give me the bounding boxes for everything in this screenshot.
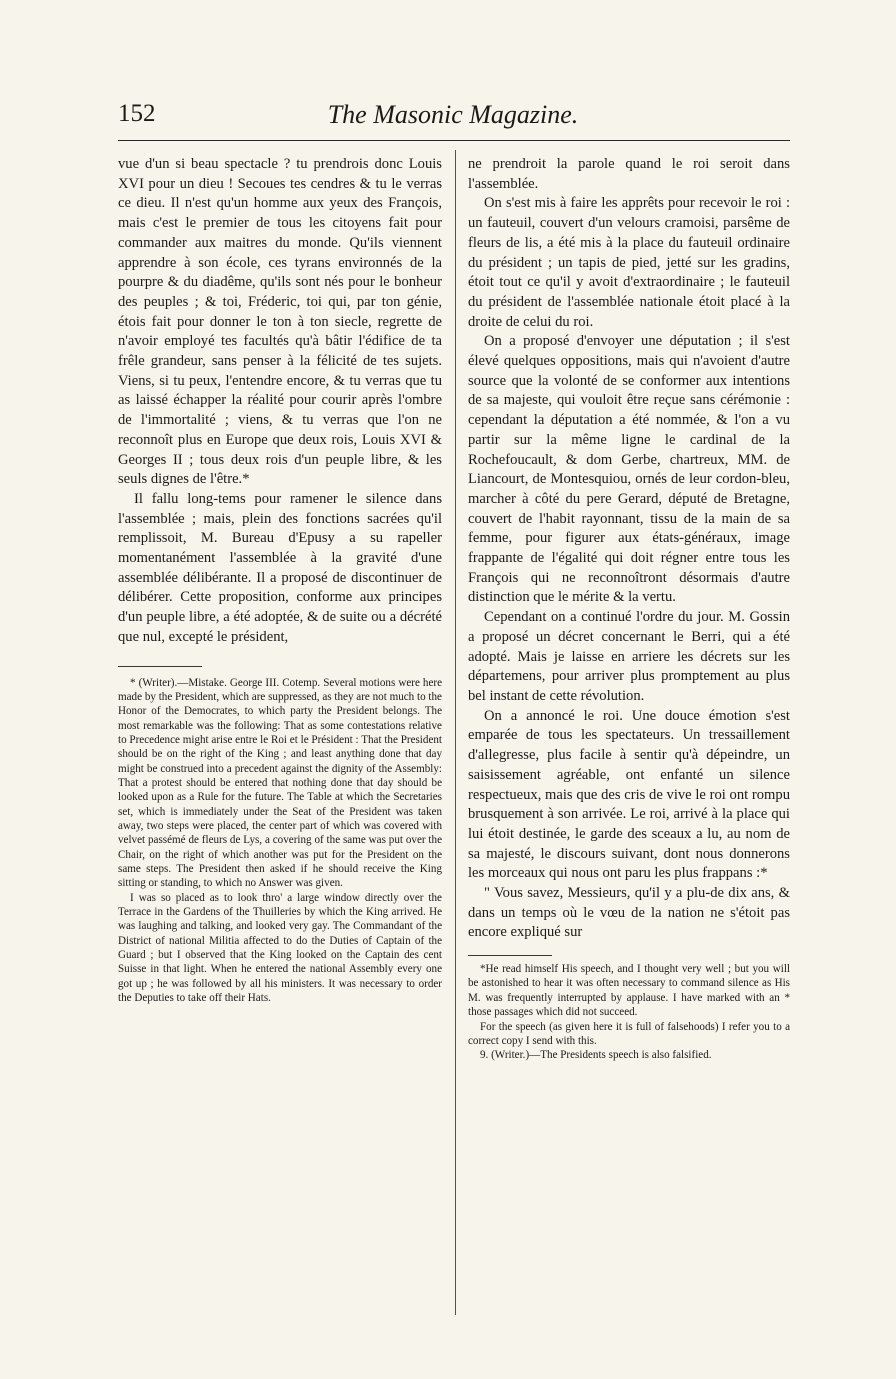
left-column bbox=[118, 155, 442, 1005]
footnote-rule bbox=[468, 955, 552, 956]
footnote: For the speech (as given here it is full of falsehoods) I refer you to a correct copy I send with this. bbox=[468, 1020, 790, 1047]
page-header bbox=[118, 100, 788, 136]
body-paragraph: On a annoncé le roi. Une douce émotion s'est emparée de tous les spectateurs. Un tressaillement d'allegresse, plus facile à sentir qu'à dépeindre, un saisissement agréable, ont enfanté un silence respectueux, mais que des cris de vive le roi ont rompu brusquement à son arrivée. Le roi, arrivé à la place qui lui étoit destinée, le garde des sceaux a lu, au nom de sa majesté, le discours suivant, dont nous donnerons les morceaux qui nous ont paru les plus frappans :* bbox=[468, 707, 790, 882]
body-paragraph: Il fallu long-tems pour ramener le silence dans l'assemblée ; mais, plein des fonctions sacrées qu'il remplissoit, M. Bureau d'Epusy a su rapeller momentanément l'assemblée à la gravité d'une assemblée délibérante. Il a proposé de discontinuer de délibérer. Cette proposition, conforme aux principes d'un peuple libre, a été adoptée, & de suite ou a décrété que nul, excepté le président, bbox=[118, 490, 442, 645]
footnote: * (Writer).—Mistake. George III. Cotemp. Several motions were here made by the President, which are suppressed, as they are not much to the Honor of the Democrates, to which party the President belongs. The most remarkable was the following: That as some contestations relative to Precedence might arise entre le Roi et le Président : That the President should be on the right of the King ; and least anything done that day might be construed into a precedent against the dignity of the Assembly: That a protest should be entered that nothing done that day should be looked upon as a Rule for the future. The Table at which the Secretaries set, which is immediately under the Seat of the President was taken away, two steps were placed, the center part of which was covered with velvet passémé de fleurs de Lys, a covering of the same was put over the Chair, on the right of which another was put for the President on the same steps. The President then asked if he should receive the King sitting or standing, to which no Answer was given. bbox=[118, 676, 442, 890]
body-paragraph: On s'est mis à faire les apprêts pour recevoir le roi : un fauteuil, couvert d'un velours cramoisi, parsême de fleurs de lis, a été mis à la place du fauteuil ordinaire du président ; un tapis de pied, jetté sur les gradins, étoit tout ce qu'il y avoit d'extraordinaire ; le fauteuil du président de l'assemblée nationale étoit placé à la droite de celui du roi. bbox=[468, 195, 790, 330]
body-paragraph: vue d'un si beau spectacle ? tu prendrois donc Louis XVI pour un dieu ! Secoues tes cendres & tu le verras ce dieu. Il n'est qu'un homme aux yeux des François, mais c'est le premier de tous les citoyens fait pour commander aux maitres du monde. Qu'ils viennent apprendre à son école, ces tyrans environnés de la pourpre & du diadême, qu'ils sont nés pour le bonheur des peuples ; & toi, Fréderic, toi qui, par ton génie, étois fait pour donner le ton à ton siecle, regrette de n'avoir employé tes facultés qu'à bâtir l'édifice de ta frêle grandeur, sans penser à la félicité de tes sujets. Viens, si tu peux, l'entendre encore, & tu verras que tu as laissé échapper la réalité pour courir après l'ombre de l'immortalité ; viens, & tu verras que l'on ne reconnoît plus en Europe que deux rois, Louis XVI & Georges II ; tous deux rois d'un peuple libre, & les seuls dignes de l'être.* bbox=[118, 156, 442, 488]
column-divider bbox=[455, 150, 456, 1315]
body-paragraph: On a proposé d'envoyer une députation ; il s'est élevé quelques oppositions, mais qui n'avoient d'autre source que la volonté de se conformer aux intentions de sa majeste, qui vouloit être reçue sans cérémonie : cependant la députation a été nommée, & l'on a vu partir sur la même ligne le cardinal de la Rochefoucault, & dom Gerbe, chartreux, MM. de Liancourt, de Montesquiou, ornés de leur cordon-bleu, marcher à côté du pere Gerard, député de Bretagne, couvert de l'habit rayonnant, tissu de la main de sa femme, pour figurer aux états-généraux, image frappante de l'égalité qui doit régner entre tous les François qui ne reconnoîtront désormais d'autre distinction que le mérite & la vertu. bbox=[468, 333, 790, 606]
running-title: The Masonic Magazine. bbox=[327, 100, 579, 129]
footnote: *He read himself His speech, and I thought very well ; but you will be astonished to hear it was often necessary to command silence as His M. was frequently interrupted by applause. I have marked with an * those passages which did not succeed. bbox=[468, 963, 790, 1019]
header-rule bbox=[118, 140, 790, 141]
right-column bbox=[468, 155, 790, 1063]
body-paragraph: Cependant on a continué l'ordre du jour. M. Gossin a proposé un décret concernant le Berri, qui a été adopté. Mais je laisse en arriere les décrets sur les départemens, pour arriver plus promptement au plus bel instant de cette révolution. bbox=[468, 609, 790, 704]
body-paragraph: " Vous savez, Messieurs, qu'il y a plu-de dix ans, & dans un temps où le vœu de la nation ne s'étoit pas encore expliqué sur bbox=[468, 885, 790, 941]
page-number: 152 bbox=[118, 100, 156, 127]
footnote: I was so placed as to look thro' a large window directly over the Terrace in the Gardens of the Thuilleries by which the King arrived. He was laughing and talking, and looked very gay. The Commandant of the District of national Militia affected to do the Duties of Captain of the Guard ; but I observed that the King looked on the Captain des cent Suisse in that light. When he entered the national Assembly every one got up ; he was followed by all his ministers. It was necessary to order the Deputies to take off their Hats. bbox=[118, 891, 442, 1005]
footnote: 9. (Writer.)—The Presidents speech is also falsified. bbox=[480, 1049, 712, 1062]
footnote-rule bbox=[118, 666, 202, 667]
body-paragraph: ne prendroit la parole quand le roi seroit dans l'assemblée. bbox=[468, 156, 790, 192]
